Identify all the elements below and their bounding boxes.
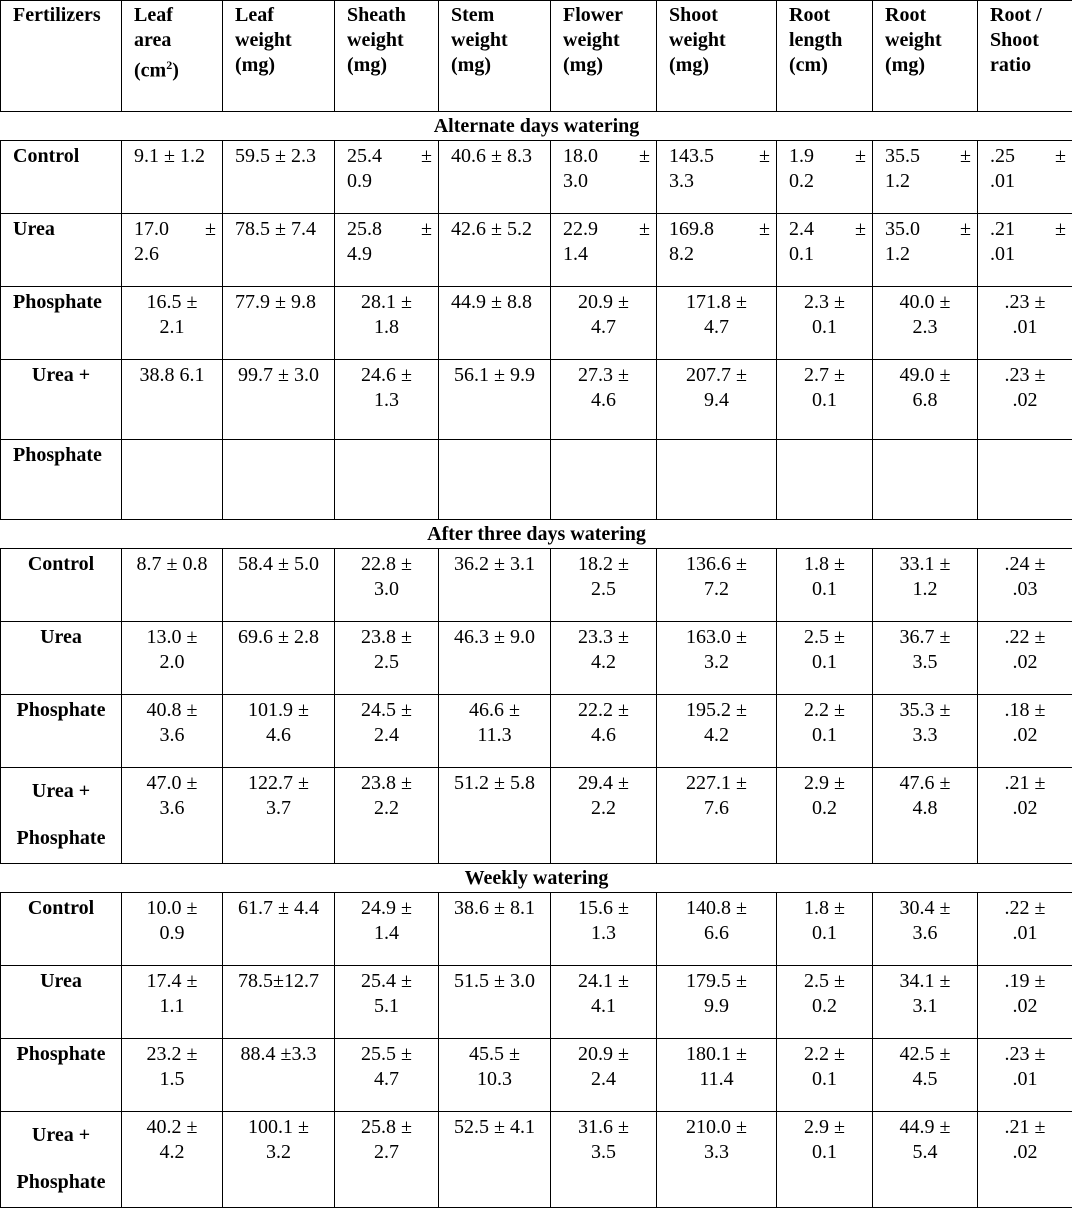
cell-root-length: 2.2 ± 0.1 <box>777 1039 873 1112</box>
empty-cell <box>122 440 223 520</box>
cell-sheath-weight: 28.1 ± 1.8 <box>335 287 439 360</box>
cell-leaf-area: 17.4 ± 1.1 <box>122 966 223 1039</box>
cell-leaf-weight: 99.7 ± 3.0 <box>223 360 335 440</box>
cell-root-shoot-ratio: .21 ± .01 <box>978 214 1072 287</box>
cell-root-length: 1.9 ± 0.2 <box>777 141 873 214</box>
cell-leaf-area: 17.0 ± 2.6 <box>122 214 223 287</box>
cell-leaf-weight: 77.9 ± 9.8 <box>223 287 335 360</box>
cell-stem-weight: 40.6 ± 8.3 <box>439 141 551 214</box>
cell-root-length: 2.7 ± 0.1 <box>777 360 873 440</box>
cell-shoot-weight: 140.8 ± 6.6 <box>657 893 777 966</box>
row-label: Phosphate <box>1 287 122 360</box>
header-stem-weight: Stem weight (mg) <box>439 1 551 112</box>
cell-root-shoot-ratio: .24 ± .03 <box>978 549 1072 622</box>
header-sheath-weight: Sheath weight (mg) <box>335 1 439 112</box>
cell-stem-weight: 45.5 ± 10.3 <box>439 1039 551 1112</box>
cell-root-shoot-ratio: .21 ± .02 <box>978 1112 1072 1208</box>
cell-root-length: 2.3 ± 0.1 <box>777 287 873 360</box>
empty-cell <box>978 440 1072 520</box>
cell-leaf-area: 40.8 ± 3.6 <box>122 695 223 768</box>
cell-root-weight: 36.7 ± 3.5 <box>873 622 978 695</box>
cell-shoot-weight: 169.8 ± 8.2 <box>657 214 777 287</box>
row-label: Urea + Phosphate <box>1 768 122 864</box>
empty-cell <box>657 440 777 520</box>
cell-flower-weight: 22.2 ± 4.6 <box>551 695 657 768</box>
cell-leaf-weight: 69.6 ± 2.8 <box>223 622 335 695</box>
cell-flower-weight: 29.4 ± 2.2 <box>551 768 657 864</box>
table-row <box>1 966 1072 1039</box>
row-label: Urea <box>1 622 122 695</box>
table-row <box>1 141 1072 214</box>
table-row <box>1 893 1072 966</box>
cell-leaf-area: 40.2 ± 4.2 <box>122 1112 223 1208</box>
cell-stem-weight: 56.1 ± 9.9 <box>439 360 551 440</box>
cell-leaf-weight: 101.9 ± 4.6 <box>223 695 335 768</box>
cell-stem-weight: 46.3 ± 9.0 <box>439 622 551 695</box>
section-title: Weekly watering <box>1 864 1072 893</box>
table-row <box>1 1112 1072 1208</box>
cell-shoot-weight: 143.5 ± 3.3 <box>657 141 777 214</box>
cell-root-length: 2.5 ± 0.1 <box>777 622 873 695</box>
cell-flower-weight: 18.0 ± 3.0 <box>551 141 657 214</box>
cell-root-shoot-ratio: .22 ± .01 <box>978 893 1072 966</box>
header-row <box>1 1 1072 112</box>
cell-leaf-area: 16.5 ± 2.1 <box>122 287 223 360</box>
header-leaf-weight: Leaf weight (mg) <box>223 1 335 112</box>
cell-sheath-weight: 23.8 ± 2.5 <box>335 622 439 695</box>
table-row <box>1 287 1072 360</box>
table-row <box>1 622 1072 695</box>
row-label: Control <box>1 549 122 622</box>
cell-root-weight: 35.0 ± 1.2 <box>873 214 978 287</box>
cell-shoot-weight: 171.8 ± 4.7 <box>657 287 777 360</box>
cell-leaf-area: 8.7 ± 0.8 <box>122 549 223 622</box>
cell-root-length: 2.2 ± 0.1 <box>777 695 873 768</box>
cell-root-weight: 49.0 ± 6.8 <box>873 360 978 440</box>
cell-shoot-weight: 136.6 ± 7.2 <box>657 549 777 622</box>
cell-root-shoot-ratio: .23 ± .01 <box>978 287 1072 360</box>
row-label: Urea <box>1 214 122 287</box>
cell-flower-weight: 23.3 ± 4.2 <box>551 622 657 695</box>
cell-leaf-area: 38.8 6.1 <box>122 360 223 440</box>
cell-shoot-weight: 207.7 ± 9.4 <box>657 360 777 440</box>
cell-leaf-area: 13.0 ± 2.0 <box>122 622 223 695</box>
row-label: Urea <box>1 966 122 1039</box>
cell-root-shoot-ratio: .23 ± .01 <box>978 1039 1072 1112</box>
cell-flower-weight: 20.9 ± 2.4 <box>551 1039 657 1112</box>
cell-stem-weight: 51.2 ± 5.8 <box>439 768 551 864</box>
cell-stem-weight: 36.2 ± 3.1 <box>439 549 551 622</box>
cell-sheath-weight: 25.5 ± 4.7 <box>335 1039 439 1112</box>
empty-cell <box>223 440 335 520</box>
cell-stem-weight: 51.5 ± 3.0 <box>439 966 551 1039</box>
empty-cell <box>777 440 873 520</box>
cell-leaf-area: 9.1 ± 1.2 <box>122 141 223 214</box>
row-label: Urea + <box>1 360 122 440</box>
row-label: Control <box>1 893 122 966</box>
cell-root-length: 2.4 ± 0.1 <box>777 214 873 287</box>
cell-root-weight: 30.4 ± 3.6 <box>873 893 978 966</box>
cell-shoot-weight: 163.0 ± 3.2 <box>657 622 777 695</box>
table-row <box>1 440 1072 520</box>
cell-sheath-weight: 25.4 ± 5.1 <box>335 966 439 1039</box>
cell-shoot-weight: 179.5 ± 9.9 <box>657 966 777 1039</box>
empty-cell <box>335 440 439 520</box>
cell-stem-weight: 38.6 ± 8.1 <box>439 893 551 966</box>
header-fertilizers: Fertilizers <box>1 1 122 112</box>
empty-cell <box>873 440 978 520</box>
cell-flower-weight: 27.3 ± 4.6 <box>551 360 657 440</box>
cell-shoot-weight: 227.1 ± 7.6 <box>657 768 777 864</box>
cell-leaf-weight: 59.5 ± 2.3 <box>223 141 335 214</box>
section-title: After three days watering <box>1 520 1072 549</box>
cell-flower-weight: 15.6 ± 1.3 <box>551 893 657 966</box>
cell-root-length: 1.8 ± 0.1 <box>777 549 873 622</box>
row-label: Phosphate <box>1 440 122 520</box>
cell-leaf-weight: 78.5±12.7 <box>223 966 335 1039</box>
cell-sheath-weight: 23.8 ± 2.2 <box>335 768 439 864</box>
table-row <box>1 549 1072 622</box>
header-leaf-area: Leaf area $(cm^2)$ <box>122 1 223 112</box>
table-row <box>1 695 1072 768</box>
cell-leaf-area: 10.0 ± 0.9 <box>122 893 223 966</box>
section-title: Alternate days watering <box>1 112 1072 141</box>
cell-root-shoot-ratio: .22 ± .02 <box>978 622 1072 695</box>
cell-flower-weight: 31.6 ± 3.5 <box>551 1112 657 1208</box>
section-row <box>1 112 1072 141</box>
cell-root-weight: 47.6 ± 4.8 <box>873 768 978 864</box>
cell-stem-weight: 44.9 ± 8.8 <box>439 287 551 360</box>
cell-shoot-weight: 180.1 ± 11.4 <box>657 1039 777 1112</box>
cell-root-weight: 44.9 ± 5.4 <box>873 1112 978 1208</box>
table-row <box>1 1039 1072 1112</box>
cell-root-length: 2.5 ± 0.2 <box>777 966 873 1039</box>
cell-leaf-weight: 78.5 ± 7.4 <box>223 214 335 287</box>
cell-shoot-weight: 210.0 ± 3.3 <box>657 1112 777 1208</box>
cell-stem-weight: 42.6 ± 5.2 <box>439 214 551 287</box>
header-shoot-weight: Shoot weight (mg) <box>657 1 777 112</box>
cell-root-shoot-ratio: .19 ± .02 <box>978 966 1072 1039</box>
cell-root-length: 1.8 ± 0.1 <box>777 893 873 966</box>
section-row <box>1 864 1072 893</box>
cell-stem-weight: 52.5 ± 4.1 <box>439 1112 551 1208</box>
cell-sheath-weight: 25.8 ± 4.9 <box>335 214 439 287</box>
cell-root-shoot-ratio: .25 ± .01 <box>978 141 1072 214</box>
table-row <box>1 768 1072 864</box>
header-root-length: Root length (cm) <box>777 1 873 112</box>
header-root-shoot-ratio: Root / Shoot ratio <box>978 1 1072 112</box>
cell-sheath-weight: 24.5 ± 2.4 <box>335 695 439 768</box>
cell-root-weight: 35.3 ± 3.3 <box>873 695 978 768</box>
cell-root-length: 2.9 ± 0.2 <box>777 768 873 864</box>
row-label: Control <box>1 141 122 214</box>
row-label: Phosphate <box>1 1039 122 1112</box>
empty-cell <box>439 440 551 520</box>
cell-stem-weight: 46.6 ± 11.3 <box>439 695 551 768</box>
cell-root-weight: 42.5 ± 4.5 <box>873 1039 978 1112</box>
cell-sheath-weight: 24.9 ± 1.4 <box>335 893 439 966</box>
cell-sheath-weight: 25.8 ± 2.7 <box>335 1112 439 1208</box>
empty-cell <box>551 440 657 520</box>
cell-root-weight: 35.5 ± 1.2 <box>873 141 978 214</box>
table-row <box>1 360 1072 440</box>
cell-root-shoot-ratio: .21 ± .02 <box>978 768 1072 864</box>
cell-root-shoot-ratio: .18 ± .02 <box>978 695 1072 768</box>
cell-root-weight: 40.0 ± 2.3 <box>873 287 978 360</box>
cell-sheath-weight: 24.6 ± 1.3 <box>335 360 439 440</box>
cell-leaf-weight: 58.4 ± 5.0 <box>223 549 335 622</box>
cell-root-shoot-ratio: .23 ± .02 <box>978 360 1072 440</box>
cell-sheath-weight: 22.8 ± 3.0 <box>335 549 439 622</box>
section-row <box>1 520 1072 549</box>
cell-root-length: 2.9 ± 0.1 <box>777 1112 873 1208</box>
cell-flower-weight: 22.9 ± 1.4 <box>551 214 657 287</box>
row-label: Urea + Phosphate <box>1 1112 122 1208</box>
row-label: Phosphate <box>1 695 122 768</box>
cell-flower-weight: 18.2 ± 2.5 <box>551 549 657 622</box>
cell-leaf-weight: 100.1 ± 3.2 <box>223 1112 335 1208</box>
cell-leaf-weight: 88.4 ±3.3 <box>223 1039 335 1112</box>
cell-root-weight: 33.1 ± 1.2 <box>873 549 978 622</box>
header-root-weight: Root weight (mg) <box>873 1 978 112</box>
cell-sheath-weight: 25.4 ± 0.9 <box>335 141 439 214</box>
cell-leaf-area: 47.0 ± 3.6 <box>122 768 223 864</box>
cell-root-weight: 34.1 ± 3.1 <box>873 966 978 1039</box>
cell-leaf-weight: 61.7 ± 4.4 <box>223 893 335 966</box>
cell-leaf-area: 23.2 ± 1.5 <box>122 1039 223 1112</box>
cell-flower-weight: 24.1 ± 4.1 <box>551 966 657 1039</box>
table-row <box>1 214 1072 287</box>
cell-flower-weight: 20.9 ± 4.7 <box>551 287 657 360</box>
header-flower-weight: Flower weight (mg) <box>551 1 657 112</box>
cell-shoot-weight: 195.2 ± 4.2 <box>657 695 777 768</box>
cell-leaf-weight: 122.7 ± 3.7 <box>223 768 335 864</box>
